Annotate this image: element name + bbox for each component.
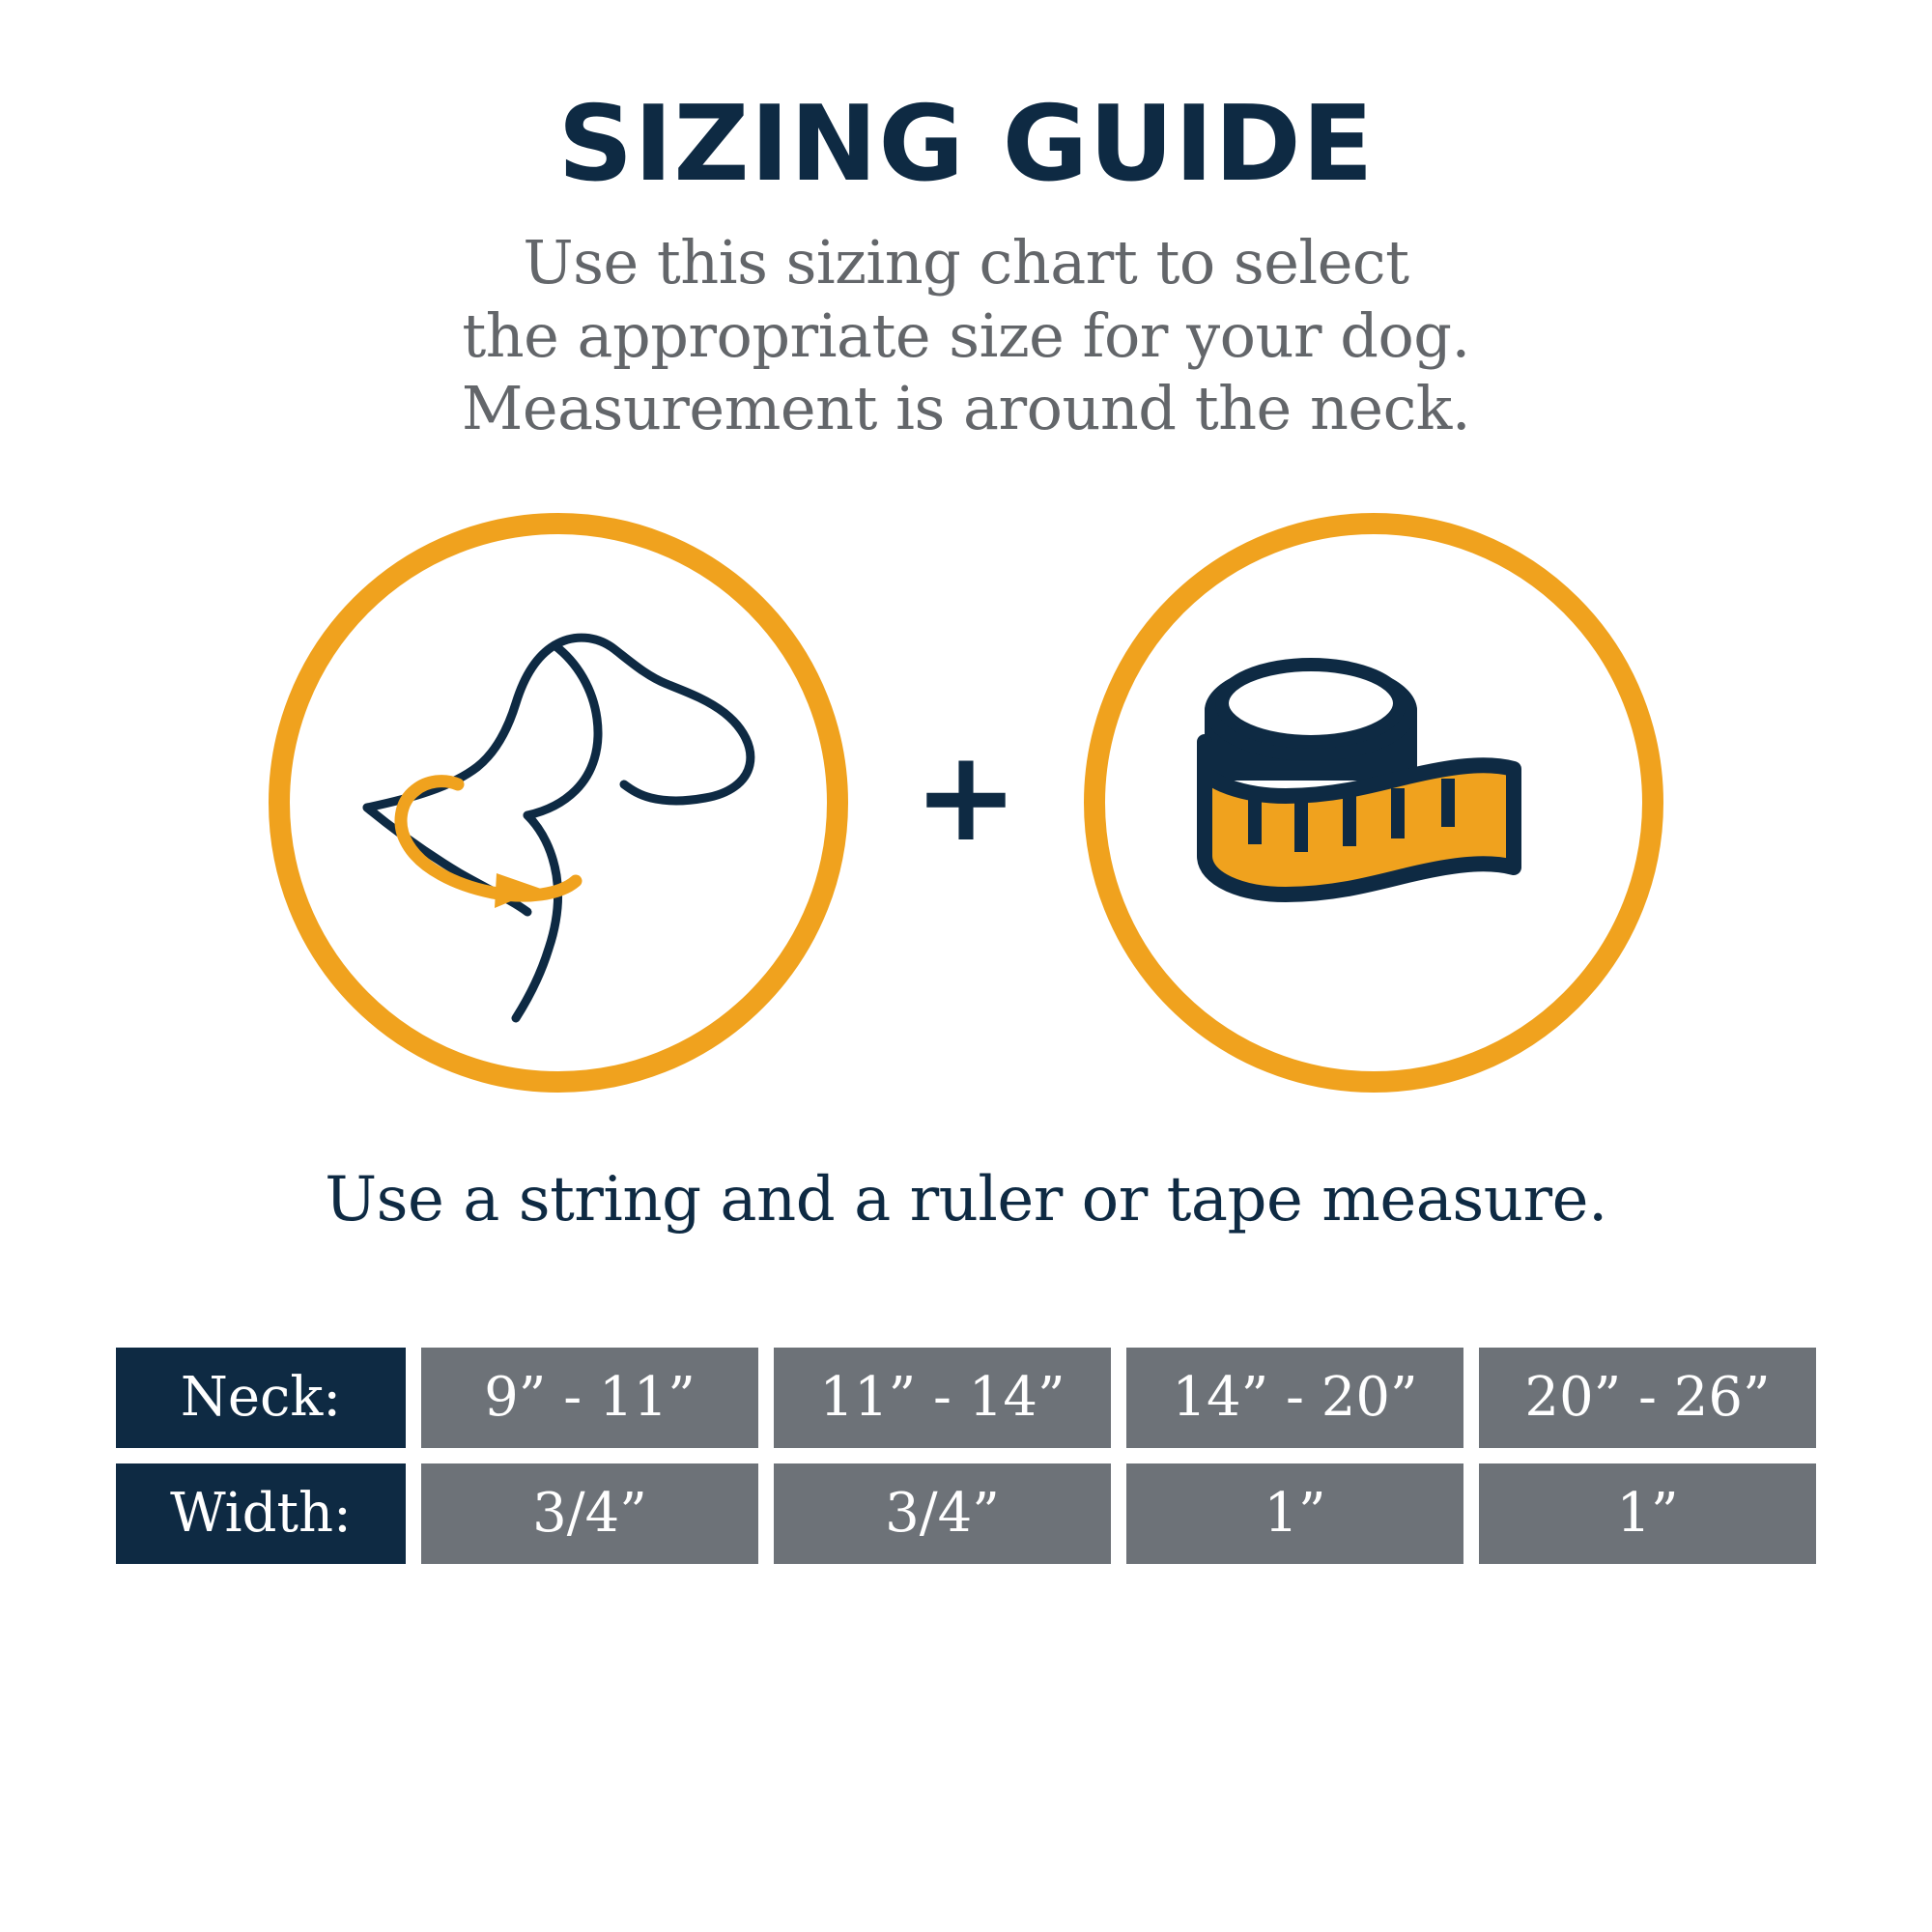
width-value-1: 3/4” bbox=[421, 1463, 758, 1564]
width-value-4: 1” bbox=[1479, 1463, 1816, 1564]
width-value-2: 3/4” bbox=[774, 1463, 1111, 1564]
icon-row bbox=[0, 494, 1932, 1112]
subtitle-line-3: Measurement is around the neck. bbox=[461, 373, 1471, 444]
neck-value-3: 14” - 20” bbox=[1126, 1348, 1463, 1448]
width-value-3: 1” bbox=[1126, 1463, 1463, 1564]
neck-value-4: 20” - 26” bbox=[1479, 1348, 1816, 1448]
dog-icon-circle bbox=[269, 513, 848, 1093]
instruction-text: Use a string and a ruler or tape measure. bbox=[325, 1163, 1607, 1236]
table-row bbox=[116, 1348, 1816, 1448]
neck-value-2: 11” - 14” bbox=[774, 1348, 1111, 1448]
row-label-neck: Neck: bbox=[116, 1348, 406, 1448]
subtitle-line-2: the appropriate size for your dog. bbox=[462, 299, 1470, 371]
page-title: SIZING GUIDE bbox=[557, 84, 1375, 205]
header bbox=[0, 0, 1932, 445]
neck-value-1: 9” - 11” bbox=[421, 1348, 758, 1448]
subtitle-line-1: Use this sizing chart to select bbox=[523, 227, 1409, 298]
row-label-width: Width: bbox=[116, 1463, 406, 1564]
plus-symbol: + bbox=[913, 723, 1019, 870]
sizing-table bbox=[116, 1348, 1816, 1564]
subtitle bbox=[280, 226, 1652, 445]
table-row bbox=[116, 1463, 1816, 1564]
tape-measure-icon bbox=[1166, 636, 1581, 969]
dog-head-neck-measure-icon bbox=[307, 549, 810, 1056]
tape-icon-circle bbox=[1084, 513, 1663, 1093]
